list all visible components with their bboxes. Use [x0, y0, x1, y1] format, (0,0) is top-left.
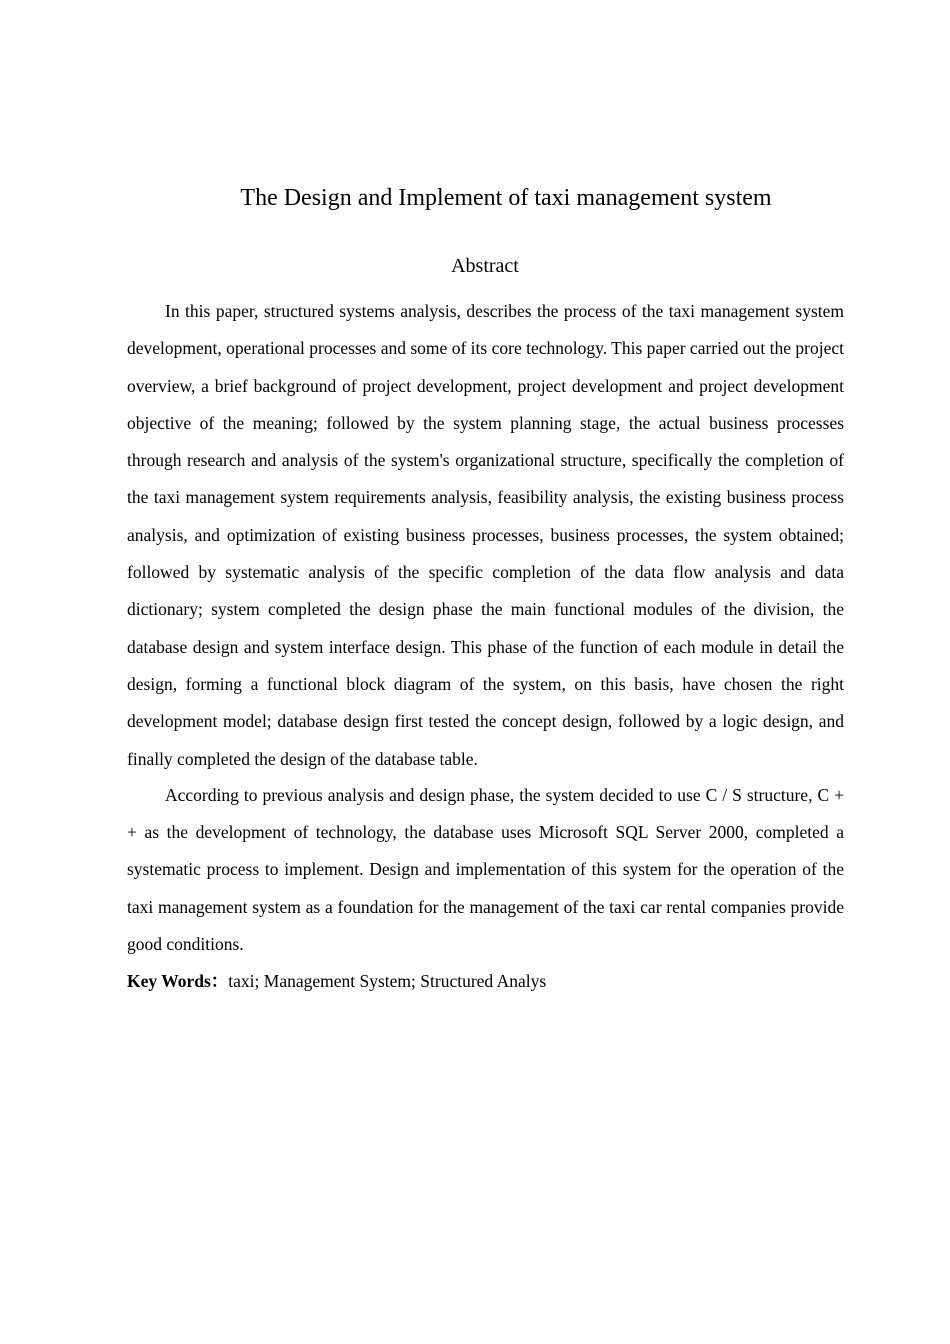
keywords-label: Key Words： — [127, 971, 229, 992]
document-title: The Design and Implement of taxi management system — [240, 185, 772, 211]
abstract-heading: Abstract — [451, 255, 519, 277]
abstract-paragraph-1: In this paper, structured systems analysis, describes the process of the taxi management system development, operational processes and some of its core technology. This paper carried out the project overview, a brief background of project development, project development and project development objective of the meaning; followed by the system planning stage, the actual business processes through research and analysis of the system's organizational structure, specifically the completion of the taxi management system requirements analysis, feasibility analysis, the existing business process analysis, and optimization of existing business processes, business processes, the system obtained; followed by systematic analysis of the specific completion of the data flow analysis and data dictionary; system completed the design phase the main functional modules of the division, the database design and system interface design. This phase of the function of each module in detail the design, forming a functional block diagram of the system, on this basis, have chosen the right development model; database design first tested the concept design, followed by a logic design, and finally completed the design of the database table. — [127, 301, 844, 769]
abstract-paragraph-2: According to previous analysis and design phase, the system decided to use C / S structure, C + + as the development of technology, the database uses Microsoft SQL Server 2000, completed a systematic process to implement. Design and implementation of this system for the operation of the taxi management system as a foundation for the management of the taxi car rental companies provide good conditions. — [127, 784, 844, 955]
keywords-text: taxi; Management System; Structured Analys — [228, 971, 547, 992]
abstract-body — [127, 293, 844, 1001]
keywords-line — [127, 963, 844, 1000]
